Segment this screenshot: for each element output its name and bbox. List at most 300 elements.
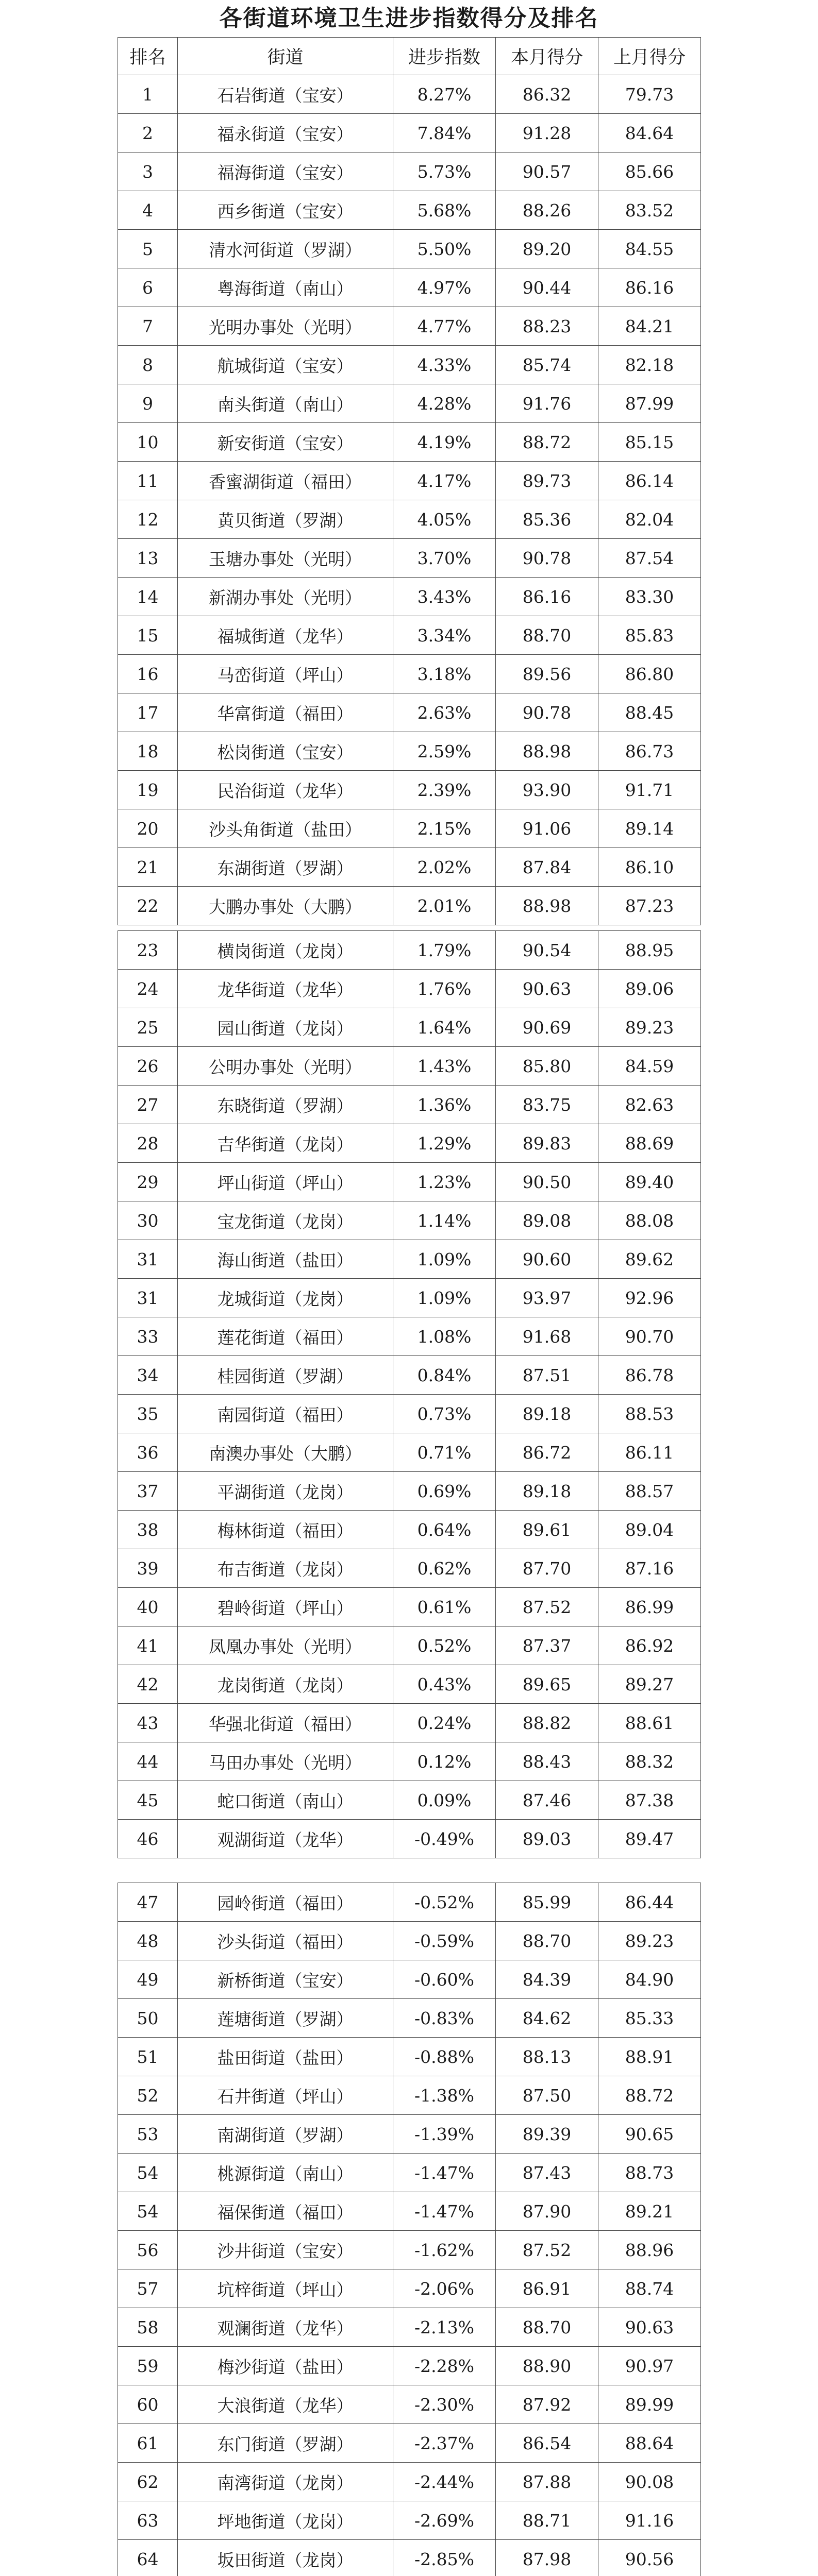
street-name-cell: 坂田街道（龙岗） xyxy=(178,2540,393,2576)
current-score-cell: 85.99 xyxy=(496,1883,598,1922)
previous-score-cell: 88.53 xyxy=(598,1395,701,1433)
progress-index-cell: 4.28% xyxy=(393,384,496,423)
rank-cell: 56 xyxy=(118,2231,178,2269)
previous-score-cell: 86.11 xyxy=(598,1433,701,1472)
header-rank: 排名 xyxy=(118,38,178,75)
current-score-cell: 89.61 xyxy=(496,1511,598,1549)
street-name-cell: 南湾街道（龙岗） xyxy=(178,2463,393,2501)
table-row xyxy=(118,616,701,655)
progress-index-cell: 2.02% xyxy=(393,848,496,887)
table-row xyxy=(118,848,701,887)
rank-cell: 13 xyxy=(118,539,178,578)
street-name-cell: 西乡街道（宝安） xyxy=(178,191,393,230)
progress-index-cell: 2.39% xyxy=(393,771,496,809)
current-score-cell: 91.76 xyxy=(496,384,598,423)
progress-index-cell: 4.17% xyxy=(393,462,496,500)
progress-index-cell: 4.77% xyxy=(393,307,496,346)
rank-cell: 6 xyxy=(118,268,178,307)
previous-score-cell: 88.91 xyxy=(598,2038,701,2076)
rank-cell: 22 xyxy=(118,887,178,925)
previous-score-cell: 90.56 xyxy=(598,2540,701,2576)
table-row xyxy=(118,1395,701,1433)
previous-score-cell: 86.99 xyxy=(598,1588,701,1626)
street-name-cell: 园岭街道（福田） xyxy=(178,1883,393,1922)
current-score-cell: 89.18 xyxy=(496,1472,598,1511)
current-score-cell: 88.43 xyxy=(496,1742,598,1781)
street-name-cell: 坑梓街道（坪山） xyxy=(178,2269,393,2308)
progress-index-cell: -2.13% xyxy=(393,2308,496,2347)
previous-score-cell: 91.16 xyxy=(598,2501,701,2540)
progress-index-cell: -1.39% xyxy=(393,2115,496,2154)
table-row xyxy=(118,230,701,268)
current-score-cell: 90.69 xyxy=(496,1008,598,1047)
progress-index-cell: 4.05% xyxy=(393,500,496,539)
table-row xyxy=(118,1433,701,1472)
table-row xyxy=(118,1883,701,1922)
table-row xyxy=(118,1549,701,1588)
street-name-cell: 民治街道（龙华） xyxy=(178,771,393,809)
table-row xyxy=(118,384,701,423)
progress-index-cell: -1.47% xyxy=(393,2192,496,2231)
table-row xyxy=(118,2231,701,2269)
current-score-cell: 90.63 xyxy=(496,970,598,1008)
table-row xyxy=(118,1163,701,1201)
rank-cell: 10 xyxy=(118,423,178,462)
progress-index-cell: -1.38% xyxy=(393,2076,496,2115)
header-progress-index: 进步指数 xyxy=(393,38,496,75)
table-row xyxy=(118,970,701,1008)
table-row xyxy=(118,152,701,191)
progress-index-cell: 1.08% xyxy=(393,1317,496,1356)
street-name-cell: 观澜街道（龙华） xyxy=(178,2308,393,2347)
table-row xyxy=(118,1124,701,1163)
table-row xyxy=(118,1472,701,1511)
street-name-cell: 南头街道（南山） xyxy=(178,384,393,423)
previous-score-cell: 82.04 xyxy=(598,500,701,539)
current-score-cell: 87.37 xyxy=(496,1626,598,1665)
progress-index-cell: 1.23% xyxy=(393,1163,496,1201)
progress-index-cell: 4.97% xyxy=(393,268,496,307)
current-score-cell: 87.52 xyxy=(496,2231,598,2269)
rank-cell: 11 xyxy=(118,462,178,500)
table-row xyxy=(118,655,701,693)
progress-index-cell: 3.18% xyxy=(393,655,496,693)
rank-cell: 2 xyxy=(118,114,178,152)
current-score-cell: 88.26 xyxy=(496,191,598,230)
current-score-cell: 88.70 xyxy=(496,616,598,655)
street-name-cell: 航城街道（宝安） xyxy=(178,346,393,384)
progress-index-cell: -2.37% xyxy=(393,2424,496,2463)
street-name-cell: 清水河街道（罗湖） xyxy=(178,230,393,268)
table-row xyxy=(118,1511,701,1549)
progress-index-cell: 1.09% xyxy=(393,1279,496,1317)
progress-index-cell: 3.43% xyxy=(393,578,496,616)
progress-index-cell: -1.62% xyxy=(393,2231,496,2269)
progress-index-cell: 0.71% xyxy=(393,1433,496,1472)
previous-score-cell: 90.65 xyxy=(598,2115,701,2154)
table-row xyxy=(118,114,701,152)
street-name-cell: 沙头角街道（盐田） xyxy=(178,809,393,848)
previous-score-cell: 89.06 xyxy=(598,970,701,1008)
progress-index-cell: 4.19% xyxy=(393,423,496,462)
street-name-cell: 福海街道（宝安） xyxy=(178,152,393,191)
table-row xyxy=(118,2463,701,2501)
street-name-cell: 南园街道（福田） xyxy=(178,1395,393,1433)
progress-index-cell: 5.68% xyxy=(393,191,496,230)
table-row xyxy=(118,1820,701,1858)
current-score-cell: 88.13 xyxy=(496,2038,598,2076)
current-score-cell: 87.88 xyxy=(496,2463,598,2501)
rank-cell: 4 xyxy=(118,191,178,230)
current-score-cell: 90.44 xyxy=(496,268,598,307)
street-name-cell: 龙岗街道（龙岗） xyxy=(178,1665,393,1704)
progress-index-cell: 4.33% xyxy=(393,346,496,384)
table-row xyxy=(118,1047,701,1086)
previous-score-cell: 88.95 xyxy=(598,931,701,970)
progress-index-cell: 2.59% xyxy=(393,732,496,771)
street-name-cell: 马田办事处（光明） xyxy=(178,1742,393,1781)
previous-score-cell: 84.64 xyxy=(598,114,701,152)
rank-cell: 1 xyxy=(118,75,178,114)
progress-index-cell: 0.64% xyxy=(393,1511,496,1549)
previous-score-cell: 91.71 xyxy=(598,771,701,809)
rank-cell: 51 xyxy=(118,2038,178,2076)
previous-score-cell: 84.90 xyxy=(598,1960,701,1999)
progress-index-cell: 2.15% xyxy=(393,809,496,848)
previous-score-cell: 86.80 xyxy=(598,655,701,693)
current-score-cell: 86.16 xyxy=(496,578,598,616)
street-name-cell: 凤凰办事处（光明） xyxy=(178,1626,393,1665)
current-score-cell: 88.72 xyxy=(496,423,598,462)
progress-index-cell: 2.63% xyxy=(393,693,496,732)
current-score-cell: 88.71 xyxy=(496,2501,598,2540)
table-row xyxy=(118,2501,701,2540)
rank-cell: 39 xyxy=(118,1549,178,1588)
previous-score-cell: 85.15 xyxy=(598,423,701,462)
rank-cell: 47 xyxy=(118,1883,178,1922)
table-row xyxy=(118,1201,701,1240)
ranking-table-part-2 xyxy=(118,930,701,1858)
table-row xyxy=(118,1588,701,1626)
table-row xyxy=(118,346,701,384)
street-name-cell: 梅林街道（福田） xyxy=(178,1511,393,1549)
previous-score-cell: 89.47 xyxy=(598,1820,701,1858)
street-name-cell: 梅沙街道（盐田） xyxy=(178,2347,393,2385)
rank-cell: 18 xyxy=(118,732,178,771)
previous-score-cell: 87.99 xyxy=(598,384,701,423)
street-name-cell: 宝龙街道（龙岗） xyxy=(178,1201,393,1240)
rank-cell: 34 xyxy=(118,1356,178,1395)
current-score-cell: 85.80 xyxy=(496,1047,598,1086)
rank-cell: 42 xyxy=(118,1665,178,1704)
rank-cell: 20 xyxy=(118,809,178,848)
rank-cell: 26 xyxy=(118,1047,178,1086)
progress-index-cell: 8.27% xyxy=(393,75,496,114)
current-score-cell: 91.28 xyxy=(496,114,598,152)
previous-score-cell: 86.92 xyxy=(598,1626,701,1665)
current-score-cell: 90.78 xyxy=(496,693,598,732)
previous-score-cell: 82.18 xyxy=(598,346,701,384)
street-name-cell: 沙井街道（宝安） xyxy=(178,2231,393,2269)
progress-index-cell: 0.69% xyxy=(393,1472,496,1511)
previous-score-cell: 79.73 xyxy=(598,75,701,114)
page-title: 各街道环境卫生进步指数得分及排名 xyxy=(219,5,599,31)
previous-score-cell: 85.66 xyxy=(598,152,701,191)
header-street: 街道 xyxy=(178,38,393,75)
current-score-cell: 85.74 xyxy=(496,346,598,384)
previous-score-cell: 89.40 xyxy=(598,1163,701,1201)
table-row xyxy=(118,2424,701,2463)
current-score-cell: 84.39 xyxy=(496,1960,598,1999)
rank-cell: 3 xyxy=(118,152,178,191)
previous-score-cell: 89.23 xyxy=(598,1922,701,1960)
table-row xyxy=(118,2038,701,2076)
previous-score-cell: 88.45 xyxy=(598,693,701,732)
previous-score-cell: 86.14 xyxy=(598,462,701,500)
current-score-cell: 86.32 xyxy=(496,75,598,114)
progress-index-cell: -2.06% xyxy=(393,2269,496,2308)
previous-score-cell: 88.32 xyxy=(598,1742,701,1781)
rank-cell: 54 xyxy=(118,2154,178,2192)
previous-score-cell: 86.16 xyxy=(598,268,701,307)
previous-score-cell: 88.61 xyxy=(598,1704,701,1742)
progress-index-cell: 0.62% xyxy=(393,1549,496,1588)
previous-score-cell: 89.04 xyxy=(598,1511,701,1549)
previous-score-cell: 90.70 xyxy=(598,1317,701,1356)
current-score-cell: 86.91 xyxy=(496,2269,598,2308)
table-row xyxy=(118,887,701,925)
table-row xyxy=(118,2154,701,2192)
rank-cell: 61 xyxy=(118,2424,178,2463)
previous-score-cell: 88.69 xyxy=(598,1124,701,1163)
table-row xyxy=(118,732,701,771)
rank-cell: 30 xyxy=(118,1201,178,1240)
table-row xyxy=(118,1781,701,1820)
ranking-table-part-3 xyxy=(118,1883,701,2576)
table-row xyxy=(118,1626,701,1665)
previous-score-cell: 89.27 xyxy=(598,1665,701,1704)
progress-index-cell: 0.09% xyxy=(393,1781,496,1820)
ranking-table-part-1 xyxy=(118,37,701,925)
street-name-cell: 石井街道（坪山） xyxy=(178,2076,393,2115)
table-row xyxy=(118,75,701,114)
street-name-cell: 盐田街道（盐田） xyxy=(178,2038,393,2076)
previous-score-cell: 88.08 xyxy=(598,1201,701,1240)
table-row xyxy=(118,268,701,307)
current-score-cell: 89.73 xyxy=(496,462,598,500)
progress-index-cell: 0.52% xyxy=(393,1626,496,1665)
table-row xyxy=(118,1999,701,2038)
previous-score-cell: 83.30 xyxy=(598,578,701,616)
rank-cell: 52 xyxy=(118,2076,178,2115)
table-row xyxy=(118,1086,701,1124)
table-row xyxy=(118,2385,701,2424)
current-score-cell: 86.54 xyxy=(496,2424,598,2463)
rank-cell: 62 xyxy=(118,2463,178,2501)
previous-score-cell: 87.16 xyxy=(598,1549,701,1588)
previous-score-cell: 87.38 xyxy=(598,1781,701,1820)
rank-cell: 17 xyxy=(118,693,178,732)
rank-cell: 63 xyxy=(118,2501,178,2540)
street-name-cell: 观湖街道（龙华） xyxy=(178,1820,393,1858)
previous-score-cell: 88.64 xyxy=(598,2424,701,2463)
progress-index-cell: 0.24% xyxy=(393,1704,496,1742)
current-score-cell: 87.52 xyxy=(496,1588,598,1626)
street-name-cell: 莲花街道（福田） xyxy=(178,1317,393,1356)
progress-index-cell: -0.83% xyxy=(393,1999,496,2038)
progress-index-cell: 5.73% xyxy=(393,152,496,191)
street-name-cell: 园山街道（龙岗） xyxy=(178,1008,393,1047)
current-score-cell: 91.06 xyxy=(496,809,598,848)
rank-cell: 24 xyxy=(118,970,178,1008)
progress-index-cell: 1.14% xyxy=(393,1201,496,1240)
progress-index-cell: -2.44% xyxy=(393,2463,496,2501)
street-name-cell: 沙头街道（福田） xyxy=(178,1922,393,1960)
previous-score-cell: 90.08 xyxy=(598,2463,701,2501)
rank-cell: 50 xyxy=(118,1999,178,2038)
street-name-cell: 石岩街道（宝安） xyxy=(178,75,393,114)
rank-cell: 36 xyxy=(118,1433,178,1472)
previous-score-cell: 88.96 xyxy=(598,2231,701,2269)
current-score-cell: 90.60 xyxy=(496,1240,598,1279)
previous-score-cell: 89.21 xyxy=(598,2192,701,2231)
progress-index-cell: 3.70% xyxy=(393,539,496,578)
progress-index-cell: 1.36% xyxy=(393,1086,496,1124)
street-name-cell: 南澳办事处（大鹏） xyxy=(178,1433,393,1472)
previous-score-cell: 84.55 xyxy=(598,230,701,268)
rank-cell: 40 xyxy=(118,1588,178,1626)
street-name-cell: 坪地街道（龙岗） xyxy=(178,2501,393,2540)
current-score-cell: 93.90 xyxy=(496,771,598,809)
rank-cell: 9 xyxy=(118,384,178,423)
progress-index-cell: -2.30% xyxy=(393,2385,496,2424)
table-row xyxy=(118,500,701,539)
street-name-cell: 大浪街道（龙华） xyxy=(178,2385,393,2424)
rank-cell: 46 xyxy=(118,1820,178,1858)
table-row xyxy=(118,693,701,732)
rank-cell: 44 xyxy=(118,1742,178,1781)
street-name-cell: 蛇口街道（南山） xyxy=(178,1781,393,1820)
current-score-cell: 88.90 xyxy=(496,2347,598,2385)
current-score-cell: 88.98 xyxy=(496,732,598,771)
progress-index-cell: 0.61% xyxy=(393,1588,496,1626)
current-score-cell: 89.20 xyxy=(496,230,598,268)
progress-index-cell: -2.28% xyxy=(393,2347,496,2385)
street-name-cell: 平湖街道（龙岗） xyxy=(178,1472,393,1511)
street-name-cell: 龙华街道（龙华） xyxy=(178,970,393,1008)
progress-index-cell: -2.69% xyxy=(393,2501,496,2540)
table-row xyxy=(118,539,701,578)
current-score-cell: 89.39 xyxy=(496,2115,598,2154)
street-name-cell: 新湖办事处（光明） xyxy=(178,578,393,616)
street-name-cell: 华强北街道（福田） xyxy=(178,1704,393,1742)
progress-index-cell: 1.76% xyxy=(393,970,496,1008)
table-row xyxy=(118,2192,701,2231)
rank-cell: 64 xyxy=(118,2540,178,2576)
table-row xyxy=(118,2347,701,2385)
progress-index-cell: 0.43% xyxy=(393,1665,496,1704)
current-score-cell: 87.46 xyxy=(496,1781,598,1820)
current-score-cell: 93.97 xyxy=(496,1279,598,1317)
rank-cell: 58 xyxy=(118,2308,178,2347)
table-header-row xyxy=(118,38,701,75)
rank-cell: 8 xyxy=(118,346,178,384)
table-row xyxy=(118,2540,701,2576)
current-score-cell: 87.51 xyxy=(496,1356,598,1395)
street-name-cell: 福永街道（宝安） xyxy=(178,114,393,152)
table-row xyxy=(118,1279,701,1317)
rank-cell: 28 xyxy=(118,1124,178,1163)
current-score-cell: 88.82 xyxy=(496,1704,598,1742)
rank-cell: 27 xyxy=(118,1086,178,1124)
rank-cell: 48 xyxy=(118,1922,178,1960)
current-score-cell: 89.83 xyxy=(496,1124,598,1163)
current-score-cell: 84.62 xyxy=(496,1999,598,2038)
table-row xyxy=(118,307,701,346)
table-row xyxy=(118,1240,701,1279)
street-name-cell: 桃源街道（南山） xyxy=(178,2154,393,2192)
street-name-cell: 公明办事处（光明） xyxy=(178,1047,393,1086)
progress-index-cell: -0.88% xyxy=(393,2038,496,2076)
previous-score-cell: 84.21 xyxy=(598,307,701,346)
current-score-cell: 83.75 xyxy=(496,1086,598,1124)
current-score-cell: 87.90 xyxy=(496,2192,598,2231)
progress-index-cell: 1.79% xyxy=(393,931,496,970)
rank-cell: 7 xyxy=(118,307,178,346)
progress-index-cell: -2.85% xyxy=(393,2540,496,2576)
current-score-cell: 90.78 xyxy=(496,539,598,578)
rank-cell: 23 xyxy=(118,931,178,970)
rank-cell: 16 xyxy=(118,655,178,693)
rank-cell: 38 xyxy=(118,1511,178,1549)
rank-cell: 33 xyxy=(118,1317,178,1356)
progress-index-cell: 7.84% xyxy=(393,114,496,152)
current-score-cell: 87.98 xyxy=(496,2540,598,2576)
rank-cell: 54 xyxy=(118,2192,178,2231)
current-score-cell: 86.72 xyxy=(496,1433,598,1472)
street-name-cell: 华富街道（福田） xyxy=(178,693,393,732)
rank-cell: 59 xyxy=(118,2347,178,2385)
previous-score-cell: 87.23 xyxy=(598,887,701,925)
current-score-cell: 90.57 xyxy=(496,152,598,191)
previous-score-cell: 85.33 xyxy=(598,1999,701,2038)
progress-index-cell: 1.09% xyxy=(393,1240,496,1279)
progress-index-cell: 0.73% xyxy=(393,1395,496,1433)
previous-score-cell: 89.99 xyxy=(598,2385,701,2424)
rank-cell: 53 xyxy=(118,2115,178,2154)
table-row xyxy=(118,1922,701,1960)
street-name-cell: 东晓街道（罗湖） xyxy=(178,1086,393,1124)
rank-cell: 25 xyxy=(118,1008,178,1047)
previous-score-cell: 89.14 xyxy=(598,809,701,848)
table-row xyxy=(118,931,701,970)
rank-cell: 31 xyxy=(118,1279,178,1317)
current-score-cell: 89.08 xyxy=(496,1201,598,1240)
previous-score-cell: 86.44 xyxy=(598,1883,701,1922)
progress-index-cell: 1.64% xyxy=(393,1008,496,1047)
progress-index-cell: 2.01% xyxy=(393,887,496,925)
rank-cell: 12 xyxy=(118,500,178,539)
previous-score-cell: 83.52 xyxy=(598,191,701,230)
street-name-cell: 布吉街道（龙岗） xyxy=(178,1549,393,1588)
current-score-cell: 87.92 xyxy=(496,2385,598,2424)
street-name-cell: 东湖街道（罗湖） xyxy=(178,848,393,887)
table-row xyxy=(118,1960,701,1999)
current-score-cell: 90.50 xyxy=(496,1163,598,1201)
progress-index-cell: 1.29% xyxy=(393,1124,496,1163)
previous-score-cell: 86.73 xyxy=(598,732,701,771)
current-score-cell: 87.84 xyxy=(496,848,598,887)
